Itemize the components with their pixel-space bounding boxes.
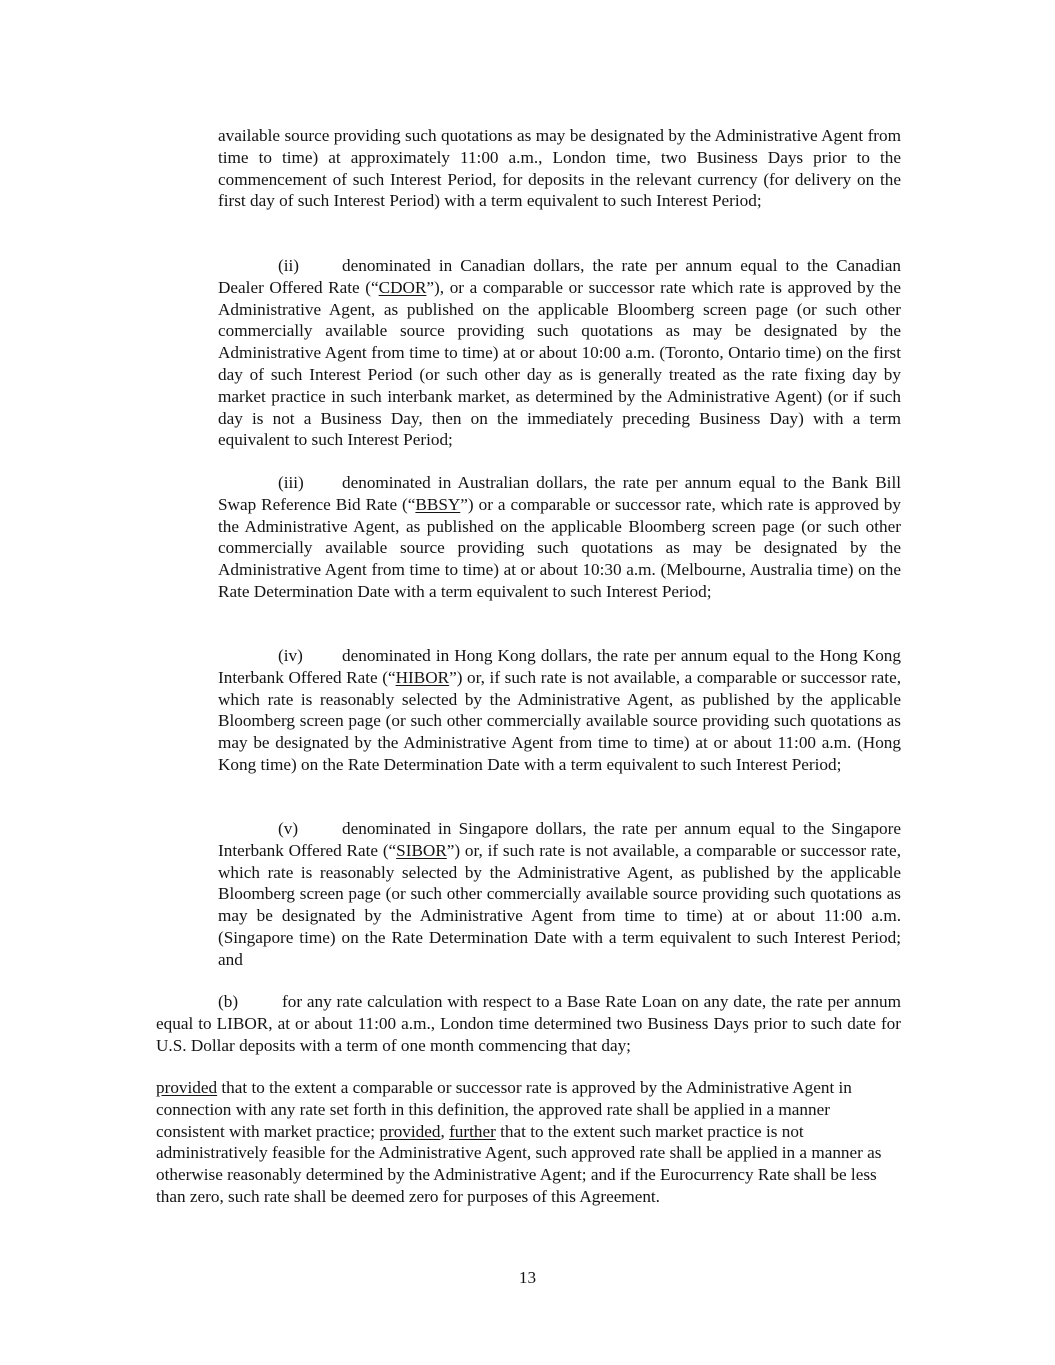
paragraph-text: available source providing such quotations as may be designated by the Administrative Agent from time to time) at approximately 11:00 a.m., London time, two Business Days prior to the commencement of such Interest Period, for deposits in the relevant currency (for delivery on the first day of such Interest Period) with a term equivalent to such Interest Period; <box>218 126 901 211</box>
paragraph-continuation <box>218 125 901 212</box>
clause-text: for any rate calculation with respect to a Base Rate Loan on any date, the rate per annum equal to LIBOR, at or about 11:00 a.m., London time determined two Business Days prior to such date for U.S. Dollar deposits with a term of one month commencing that day; <box>156 992 901 1055</box>
proviso-text: that to the extent such market practice is not administratively feasible for the Administrative Agent, such approved rate shall be applied in a manner as otherwise reasonably determined by the Administrative Agent; and if the Eurocurrency Rate shall be less than zero, such rate shall be deemed zero for purposes of this Agreement. <box>156 1121 882 1206</box>
clause-iv <box>218 645 901 776</box>
page-number: 13 <box>518 1268 537 1287</box>
clause-text: denominated in Australian dollars, the rate per annum equal to the Bank Bill Swap Reference Bid Rate (“ <box>218 473 901 514</box>
clause-marker: (b) <box>218 992 239 1011</box>
clause-text: denominated in Canadian dollars, the rate per annum equal to the Canadian Dealer Offered Rate (“ <box>218 256 901 297</box>
clause-text: ”) or, if such rate is not available, a comparable or successor rate, which rate is reasonably selected by the Administrative Agent, as published by the applicable Bloomberg screen page (or such other commercially available source providing such quotations as may be designated by the Administrative Agent from time to time) at or about 11:00 a.m. (Singapore time) on the Rate Determination Date with a term equivalent to such Interest Period; and <box>218 840 901 969</box>
defined-term-bbsy: BBSY <box>415 494 461 514</box>
clause-b <box>156 991 901 1056</box>
term-further: further <box>449 1121 496 1141</box>
clause-ii <box>218 255 901 451</box>
defined-term-sibor: SIBOR <box>396 840 447 860</box>
defined-term-cdor: CDOR <box>378 277 427 297</box>
clause-text: ”) or a comparable or successor rate, which rate is approved by the Administrative Agent, as published on the applicable Bloomberg screen page (or such other commercially available source providing such quotations as may be designated by the Administrative Agent from time to time) at or about 10:30 a.m. (Melbourne, Australia time) on the Rate Determination Date with a term equivalent to such Interest Period; <box>218 494 901 601</box>
clause-v <box>218 818 901 971</box>
proviso-paragraph <box>156 1077 901 1208</box>
clause-iii <box>218 472 901 603</box>
proviso-separator: , <box>440 1121 450 1141</box>
proviso-text: that to the extent a comparable or successor rate is approved by the Administrative Agent in connection with any rate set forth in this definition, the approved rate shall be applied in a manner consistent with market practice; <box>156 1078 852 1141</box>
clause-text: denominated in Singapore dollars, the rate per annum equal to the Singapore Interbank Offered Rate (“ <box>218 819 901 860</box>
clause-text: ”), or a comparable or successor rate which rate is approved by the Administrative Agent, as published on the applicable Bloomberg screen page (or such other commercially available source providing such quotations as may be designated by the Administrative Agent from time to time) at or about 10:00 a.m. (Toronto, Ontario time) on the first day of such Interest Period (or such other day as is generally treated as the rate fixing day by market practice in such interbank market, as determined by the Administrative Agent) (or if such day is not a Business Day, then on the immediately preceding Business Day) with a term equivalent to such Interest Period; <box>218 277 901 450</box>
clause-marker: (v) <box>278 819 299 838</box>
clause-marker: (iii) <box>278 473 304 492</box>
clause-text: denominated in Hong Kong dollars, the rate per annum equal to the Hong Kong Interbank Offered Rate (“ <box>218 646 901 687</box>
clause-text: ”) or, if such rate is not available, a comparable or successor rate, which rate is reasonably selected by the Administrative Agent, as published by the applicable Bloomberg screen page (or such other commercially available source providing such quotations as may be designated by the Administrative Agent from time to time) at or about 11:00 a.m. (Hong Kong time) on the Rate Determination Date with a term equivalent to such Interest Period; <box>218 667 901 774</box>
term-provided: provided <box>379 1121 441 1141</box>
defined-term-hibor: HIBOR <box>395 667 450 687</box>
term-provided: provided <box>156 1078 218 1097</box>
clause-marker: (iv) <box>278 646 303 665</box>
clause-marker: (ii) <box>278 256 299 275</box>
